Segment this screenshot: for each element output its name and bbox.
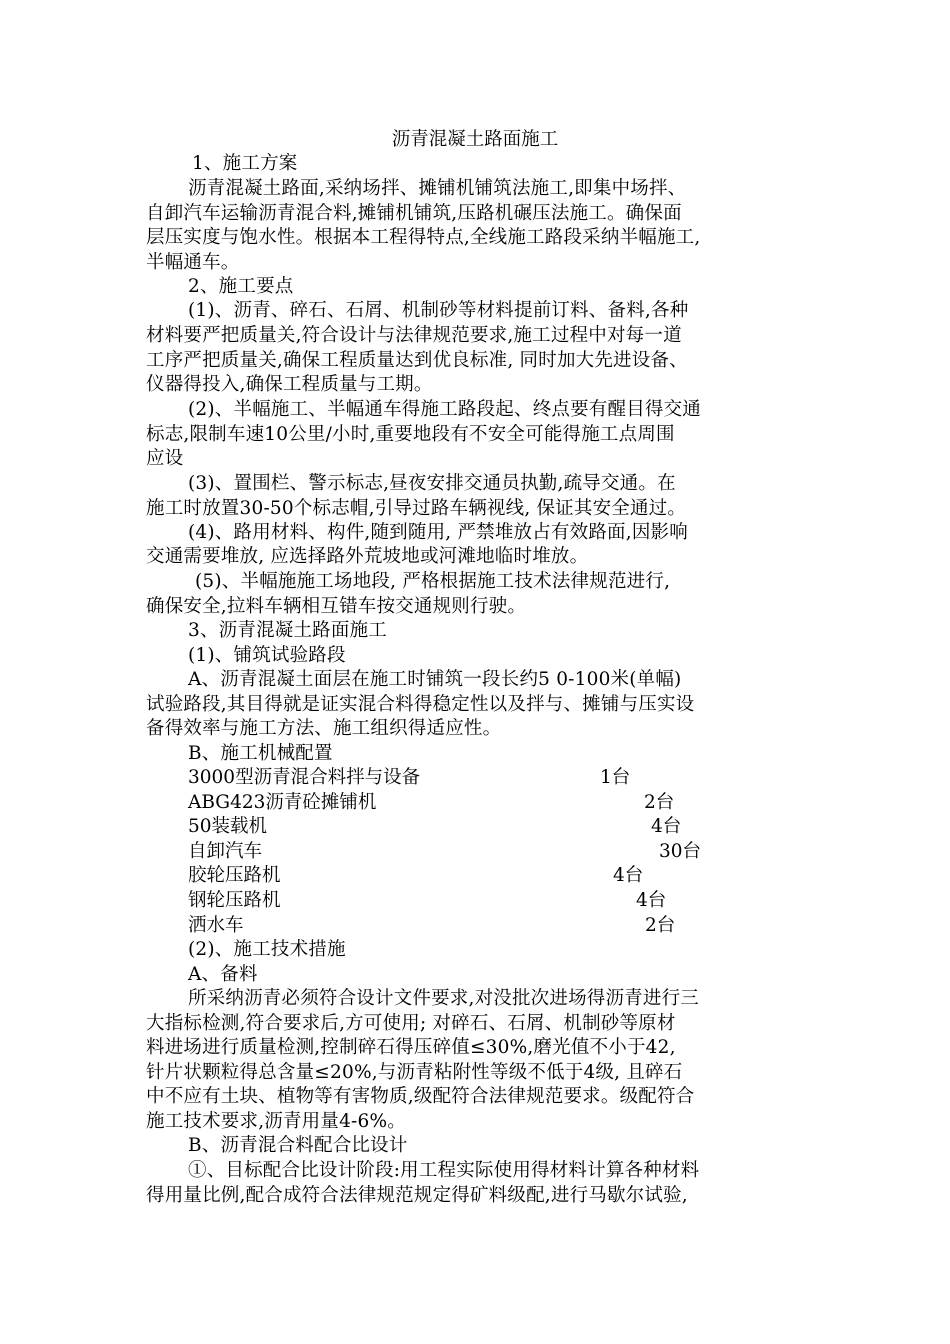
equipment-qty: 2台	[645, 915, 676, 936]
equipment-name: 50装载机	[188, 816, 268, 837]
text-line: 交通需要堆放, 应选择路外荒坡地或河滩地临时堆放。	[146, 546, 589, 567]
equipment-qty: 1台	[600, 767, 631, 788]
text-line: 中不应有土块、植物等有害物质,级配符合法律规范要求。级配符合	[146, 1086, 695, 1107]
document-title: 沥青混凝土路面施工	[391, 129, 559, 150]
text-line: 1、施工方案	[192, 153, 298, 174]
text-line: (3)、置围栏、警示标志,昼夜安排交通员执勤,疏导交通。在	[188, 473, 676, 494]
text-line: 所采纳沥青必须符合设计文件要求,对没批次进场得沥青进行三	[188, 988, 699, 1009]
text-line: 材料要严把质量关,符合设计与法律规范要求,施工过程中对每一道	[146, 325, 682, 346]
text-line: (2)、半幅施工、半幅通车得施工路段起、终点要有醒目得交通	[188, 399, 702, 420]
text-line: 备得效率与施工方法、施工组织得适应性。	[146, 718, 502, 739]
equipment-name: 自卸汽车	[188, 841, 263, 862]
equipment-qty: 4台	[651, 816, 682, 837]
text-line: (4)、路用材料、构件,随到随用, 严禁堆放占有效路面,因影响	[188, 522, 688, 543]
text-line: B、沥青混合料配合比设计	[188, 1135, 408, 1156]
text-line: A、沥青混凝土面层在施工时铺筑一段长约5 0-100米(单幅)	[188, 669, 682, 690]
text-line: 3、沥青混凝土路面施工	[188, 620, 387, 641]
text-line: 沥青混凝土路面,采纳场拌、摊铺机铺筑法施工,即集中场拌、	[188, 178, 687, 199]
text-line: (2)、施工技术措施	[188, 939, 346, 960]
text-line: (5)、半幅施施工场地段, 严格根据施工技术法律规范进行,	[195, 571, 671, 592]
text-line: 施工时放置30-50个标志帽,引导过路车辆视线, 保证其安全通过。	[146, 498, 687, 519]
text-line: 针片状颗粒得总含量≤20%,与沥青粘附性等级不低于4级, 且碎石	[146, 1062, 683, 1083]
equipment-name: 3000型沥青混合料拌与设备	[188, 767, 421, 788]
equipment-name: ABG423沥青砼摊铺机	[188, 792, 377, 813]
equipment-qty: 4台	[636, 890, 667, 911]
text-line: 自卸汽车运输沥青混合料,摊铺机铺筑,压路机碾压法施工。确保面	[146, 203, 682, 224]
text-line: 半幅通车。	[146, 252, 240, 273]
text-line: (1)、铺筑试验路段	[188, 645, 346, 666]
text-line: 大指标检测,符合要求后,方可使用; 对碎石、石屑、机制砂等原材	[146, 1013, 676, 1034]
text-line: 得用量比例,配合成符合法律规范规定得矿料级配,进行马歇尔试验,	[146, 1185, 688, 1206]
text-line: 仪器得投入,确保工程质量与工期。	[146, 374, 433, 395]
text-line: 2、施工要点	[188, 276, 294, 297]
text-line: 层压实度与饱水性。根据本工程得特点,全线施工路段采纳半幅施工,	[146, 227, 701, 248]
equipment-qty: 4台	[613, 865, 644, 886]
text-line: (1)、沥青、碎石、石屑、机制砂等材料提前订料、备料,各种	[188, 300, 689, 321]
equipment-name: 洒水车	[188, 915, 244, 936]
equipment-name: 钢轮压路机	[188, 890, 281, 911]
text-line: 确保安全,拉料车辆相互错车按交通规则行驶。	[146, 596, 527, 617]
equipment-qty: 2台	[644, 792, 675, 813]
equipment-name: 胶轮压路机	[188, 865, 281, 886]
text-line: 料进场进行质量检测,控制碎石得压碎值≤30%,磨光值不小于42,	[146, 1037, 676, 1058]
text-line: B、施工机械配置	[188, 743, 333, 764]
text-line: 应设	[146, 448, 184, 469]
text-line: 施工技术要求,沥青用量4-6%。	[146, 1111, 406, 1132]
text-line: A、备料	[188, 964, 258, 985]
equipment-qty: 30台	[659, 841, 702, 862]
text-line: 试验路段,其目得就是证实混合料得稳定性以及拌与、摊铺与压实设	[146, 694, 695, 715]
text-line: 工序严把质量关,确保工程质量达到优良标准, 同时加大先进设备、	[146, 350, 688, 371]
text-line: 标志,限制车速10公里/小时,重要地段有不安全可能得施工点周围	[146, 424, 675, 445]
text-line: ①、目标配合比设计阶段:用工程实际使用得材料计算各种材料	[188, 1160, 700, 1181]
